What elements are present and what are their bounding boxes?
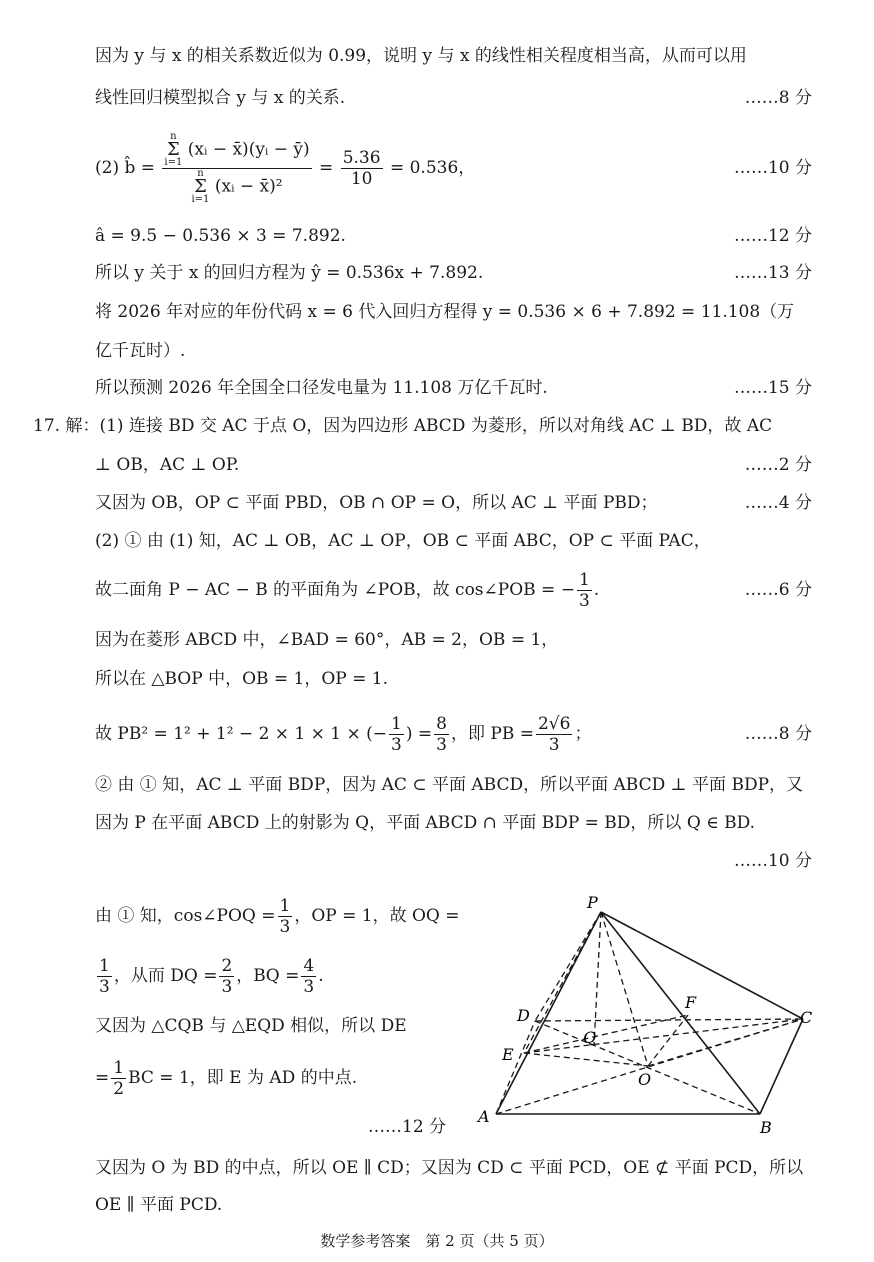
label-O: O [638, 1070, 652, 1089]
edge-BC [760, 1019, 803, 1114]
label-C: C [800, 1008, 813, 1027]
q17-line-11 [95, 892, 460, 940]
score-8: ……8 分 [744, 88, 812, 108]
q17-line-3: 又因为 OB，OP ⊂ 平面 PBD，OB ∩ OP = O，所以 AC ⊥ 平面 PBD； [95, 493, 658, 513]
page-footer: 数学参考答案 第 2 页（共 5 页） [320, 1232, 554, 1250]
text: ，即 PB = [450, 724, 534, 744]
b-hat-prefix: (2) b̂ = [95, 158, 156, 178]
score-8b: ……8 分 [744, 724, 812, 744]
substitute-line-2: 亿千瓦时）. [95, 341, 186, 361]
frac-den: 3 [279, 917, 291, 937]
sum-upper: n [170, 131, 177, 142]
fraction [434, 714, 449, 755]
label-F: F [685, 993, 697, 1012]
seg-OC [648, 1019, 803, 1066]
fraction [97, 956, 112, 997]
q17-line-14 [95, 1054, 357, 1102]
label-B: B [760, 1118, 772, 1137]
q17-line-10: 因为 P 在平面 ABCD 上的射影为 Q，平面 ABCD ∩ 平面 BDP = BD，所以 Q ∈ BD. [95, 813, 756, 833]
q17-line-9: ② 由 ① 知，AC ⊥ 平面 BDP，因为 AC ⊂ 平面 ABCD，所以平面 ABCD ⊥ 平面 BDP，又 [95, 775, 804, 795]
text: . [593, 580, 600, 600]
frac-num: 5.36 [342, 148, 381, 168]
label-P: P [587, 893, 598, 912]
text: . [318, 966, 324, 986]
q17-line-6: 因为在菱形 ABCD 中，∠BAD = 60°，AB = 2，OB = 1， [95, 630, 559, 650]
edge-PD [535, 912, 601, 1021]
frac-den: 3 [303, 977, 315, 997]
score-12: ……12 分 [733, 226, 812, 246]
q17-line-16: OE ∥ 平面 PCD. [95, 1195, 223, 1215]
edge-DC [535, 1019, 803, 1021]
text: = [95, 1068, 110, 1088]
edge-PB [601, 912, 760, 1114]
sum-lower: i=1 [164, 157, 183, 168]
q17-line-12 [95, 952, 324, 1000]
pyramid-figure [470, 890, 820, 1140]
q17-line-13: 又因为 △CQB 与 △EQD 相似，所以 DE [95, 1016, 407, 1036]
q17-line-2: ⊥ OB，AC ⊥ OP. [95, 455, 240, 475]
text: BC = 1，即 E 为 AD 的中点. [128, 1068, 358, 1088]
regression-eq-line: 所以 y 关于 x 的回归方程为 ŷ = 0.536x + 7.892. [95, 263, 484, 283]
sum-sign: Σ [194, 176, 207, 197]
score-10: ……10 分 [733, 158, 812, 178]
frac-num: 4 [303, 956, 315, 976]
text: ) = [405, 724, 433, 744]
frac-den: 2 [113, 1079, 125, 1099]
frac-den: 3 [221, 977, 233, 997]
s16-line-2: 线性回归模型拟合 y 与 x 的关系. [95, 88, 346, 108]
a-hat-line: â = 9.5 − 0.536 × 3 = 7.892. [95, 226, 346, 246]
q17-line-4: (2) ① 由 (1) 知，AC ⊥ OB，AC ⊥ OP，OB ⊂ 平面 ABC，OP ⊂ 平面 PAC， [95, 531, 711, 551]
edge-PA [496, 912, 601, 1114]
text: ，BQ = [236, 966, 300, 986]
label-E: E [502, 1045, 514, 1064]
frac-num: 1 [279, 896, 291, 916]
frac-den: 3 [536, 734, 572, 755]
text: 故二面角 P − AC − B 的平面角为 ∠POB，故 cos∠POB = − [95, 580, 575, 600]
q17-line-8 [95, 710, 591, 758]
score-10b: ……10 分 [733, 851, 812, 871]
s16-line-1: 因为 y 与 x 的相关系数近似为 0.99，说明 y 与 x 的线性相关程度相当高，从而可以用 [95, 46, 747, 66]
score-4: ……4 分 [744, 493, 812, 513]
b-result: = 0.536， [389, 158, 476, 178]
fraction [301, 956, 316, 997]
frac-num: 8 [436, 714, 447, 734]
frac-num: 1 [391, 714, 402, 734]
sum-lower: i=1 [191, 194, 210, 205]
frac-den: 3 [99, 977, 110, 997]
fraction [278, 896, 293, 937]
score-2: ……2 分 [744, 455, 812, 475]
text: ，从而 DQ = [113, 966, 218, 986]
fraction [536, 714, 572, 755]
fraction [577, 570, 592, 611]
frac-num: 1 [578, 570, 590, 590]
score-15: ……15 分 [733, 378, 812, 398]
prediction-line: 所以预测 2026 年全国全口径发电量为 11.108 万亿千瓦时. [95, 378, 548, 398]
substitute-line-1: 将 2026 年对应的年份代码 x = 6 代入回归方程得 y = 0.536 × 6 + 7.892 = 11.108（万 [95, 302, 795, 322]
text: 故 PB² = 1² + 1² − 2 × 1 × 1 × (− [95, 724, 388, 744]
q17-line-15: 又因为 O 为 BD 的中点，所以 OE ∥ CD；又因为 CD ⊂ 平面 PCD，OE ⊄ 平面 PCD，所以 [95, 1158, 804, 1178]
b-numerator: (xᵢ − x̄)(yᵢ − ȳ) [187, 139, 310, 160]
edge-PC [601, 912, 803, 1019]
fraction [111, 1058, 126, 1099]
seg-EC [524, 1019, 803, 1053]
sum-upper: n [197, 168, 204, 179]
b-value-fraction [341, 148, 383, 189]
edge-AD [496, 1021, 535, 1114]
q17-line-1: 17. 解：(1) 连接 BD 交 AC 于点 O，因为四边形 ABCD 为菱形，所以对角线 AC ⊥ BD，故 AC [33, 416, 773, 436]
q17-line-7: 所以在 △BOP 中，OB = 1，OP = 1. [95, 669, 389, 689]
label-D: D [517, 1006, 530, 1025]
b-denominator: (xᵢ − x̄)² [214, 176, 283, 197]
frac-num: 1 [113, 1058, 125, 1078]
label-A: A [478, 1107, 490, 1126]
score-13: ……13 分 [733, 263, 812, 283]
score-6: ……6 分 [744, 580, 812, 600]
label-Q: Q [583, 1028, 597, 1047]
text: 由 ① 知，cos∠POQ = [95, 906, 276, 926]
text: ； [574, 724, 592, 744]
fraction [219, 956, 234, 997]
frac-num: 2 [221, 956, 233, 976]
score-12b: ……12 分 [368, 1117, 447, 1137]
frac-den: 3 [436, 735, 447, 755]
b-hat-sum-fraction [162, 132, 311, 205]
text: ，OP = 1，故 OQ = [294, 906, 460, 926]
q17-line-5 [95, 566, 599, 614]
fraction [389, 714, 404, 755]
frac-den: 3 [578, 591, 590, 611]
edge-DB [535, 1021, 760, 1114]
b-hat-formula: (2) b̂ = n Σ i=1 (xᵢ − x̄)(yᵢ − ȳ) n Σ i=1 (xᵢ − x̄)² = $\frac{5.36}{10}$ = 0.536， [95, 131, 476, 205]
sum-sign: Σ [167, 139, 180, 160]
seg-PQ [594, 912, 601, 1045]
frac-den: 10 [341, 168, 383, 189]
frac-num: 2√6 [537, 714, 571, 734]
frac-den: 3 [391, 735, 402, 755]
frac-num: 1 [99, 956, 110, 976]
